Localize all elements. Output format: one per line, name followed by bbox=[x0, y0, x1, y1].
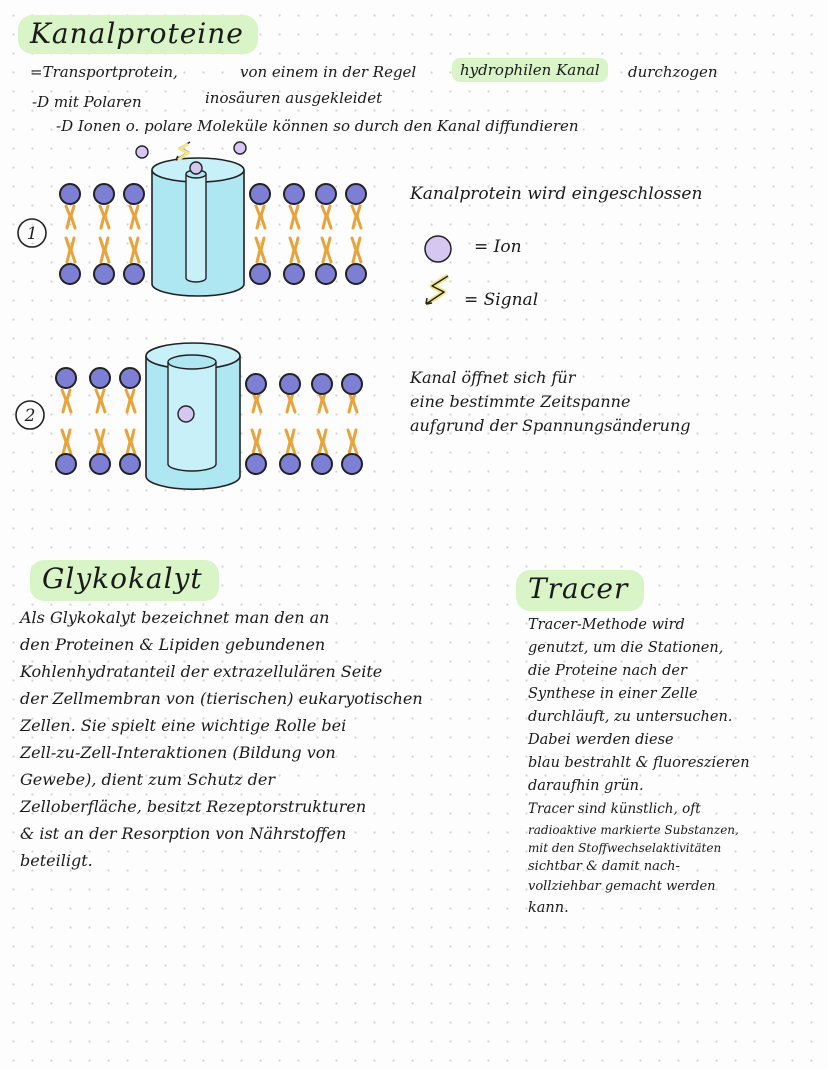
diffusion-line: -D Ionen o. polare Moleküle können so durch den Kanal diffundieren bbox=[56, 117, 579, 135]
step2-description bbox=[410, 366, 691, 438]
channel-protein bbox=[152, 158, 244, 296]
channel-protein-open bbox=[146, 343, 240, 489]
ion-in-channel bbox=[178, 406, 194, 422]
glyko-line: Gewebe), dient zum Schutz der bbox=[20, 770, 276, 789]
tracer-line: daraufhin grün. bbox=[528, 778, 644, 794]
tracer-line: kann. bbox=[528, 900, 569, 916]
step1-description: Kanalprotein wird eingeschlossen bbox=[410, 184, 703, 204]
glyko-line: der Zellmembran von (tierischen) eukaryotischen bbox=[20, 689, 423, 708]
section-title-tracer: Tracer bbox=[516, 570, 644, 611]
glyko-line: beteiligt. bbox=[20, 851, 93, 870]
tracer-line: Tracer sind künstlich, oft bbox=[528, 801, 701, 817]
glyko-line: Kohlenhydratanteil der extrazellulären Seite bbox=[20, 662, 383, 681]
signal-legend-icon bbox=[426, 276, 448, 304]
channel-closed-diagram bbox=[0, 138, 400, 308]
step2-line: aufgrund der Spannungsänderung bbox=[410, 416, 691, 435]
tracer-line: radioaktive markierte Substanzen, bbox=[528, 823, 739, 837]
tracer-line: sichtbar & damit nach- bbox=[528, 859, 680, 874]
channel-open-diagram bbox=[0, 330, 400, 500]
section-title-kanalproteine: Kanalproteine bbox=[18, 15, 258, 54]
legend-ion-label: = Ion bbox=[474, 237, 522, 257]
tracer-line: die Proteine nach der bbox=[528, 663, 687, 679]
section-title-glykokalyt: Glykokalyt bbox=[30, 560, 219, 601]
glyko-line: Zell-zu-Zell-Interaktionen (Bildung von bbox=[20, 743, 336, 762]
ion-legend-icon bbox=[425, 236, 451, 262]
glyko-line: Zelloberfläche, besitzt Rezeptorstrukturen bbox=[20, 797, 367, 816]
tracer-line: Synthese in einer Zelle bbox=[528, 686, 698, 702]
tracer-line: durchläuft, zu untersuchen. bbox=[528, 709, 733, 725]
tracer-line: vollziehbar gemacht werden bbox=[528, 879, 716, 894]
definition-end: durchzogen bbox=[628, 63, 718, 81]
definition-highlight: hydrophilen Kanal bbox=[452, 58, 608, 82]
definition-label: =Transportprotein, bbox=[30, 63, 178, 81]
step2-line: eine bestimmte Zeitspanne bbox=[410, 392, 631, 411]
tracer-line: blau bestrahlt & fluoreszieren bbox=[528, 755, 750, 771]
legend-icons bbox=[418, 232, 458, 322]
tracer-paragraph bbox=[528, 614, 824, 920]
glykokalyt-paragraph bbox=[20, 604, 490, 874]
step-number-2: 2 bbox=[24, 406, 36, 426]
glyko-line: & ist an der Resorption von Nährstoffen bbox=[20, 824, 347, 843]
definition-text: von einem in der Regel bbox=[240, 63, 417, 81]
glyko-line: Zellen. Sie spielt eine wichtige Rolle bei bbox=[20, 716, 347, 735]
tracer-line: mit den Stoffwechselaktivitäten bbox=[528, 841, 722, 855]
tracer-line: Dabei werden diese bbox=[528, 732, 674, 748]
polar-line-start: -D mit Polaren bbox=[32, 93, 142, 111]
polar-line-end: inosäuren ausgekleidet bbox=[205, 89, 383, 107]
glyko-line: Als Glykokalyt bezeichnet man den an bbox=[20, 608, 330, 627]
step-number-1: 1 bbox=[26, 224, 38, 244]
legend-signal-label: = Signal bbox=[464, 290, 539, 310]
glyko-line: den Proteinen & Lipiden gebundenen bbox=[20, 635, 326, 654]
step2-line: Kanal öffnet sich für bbox=[410, 368, 576, 387]
tracer-line: Tracer-Methode wird bbox=[528, 617, 685, 633]
tracer-line: genutzt, um die Stationen, bbox=[528, 640, 724, 656]
